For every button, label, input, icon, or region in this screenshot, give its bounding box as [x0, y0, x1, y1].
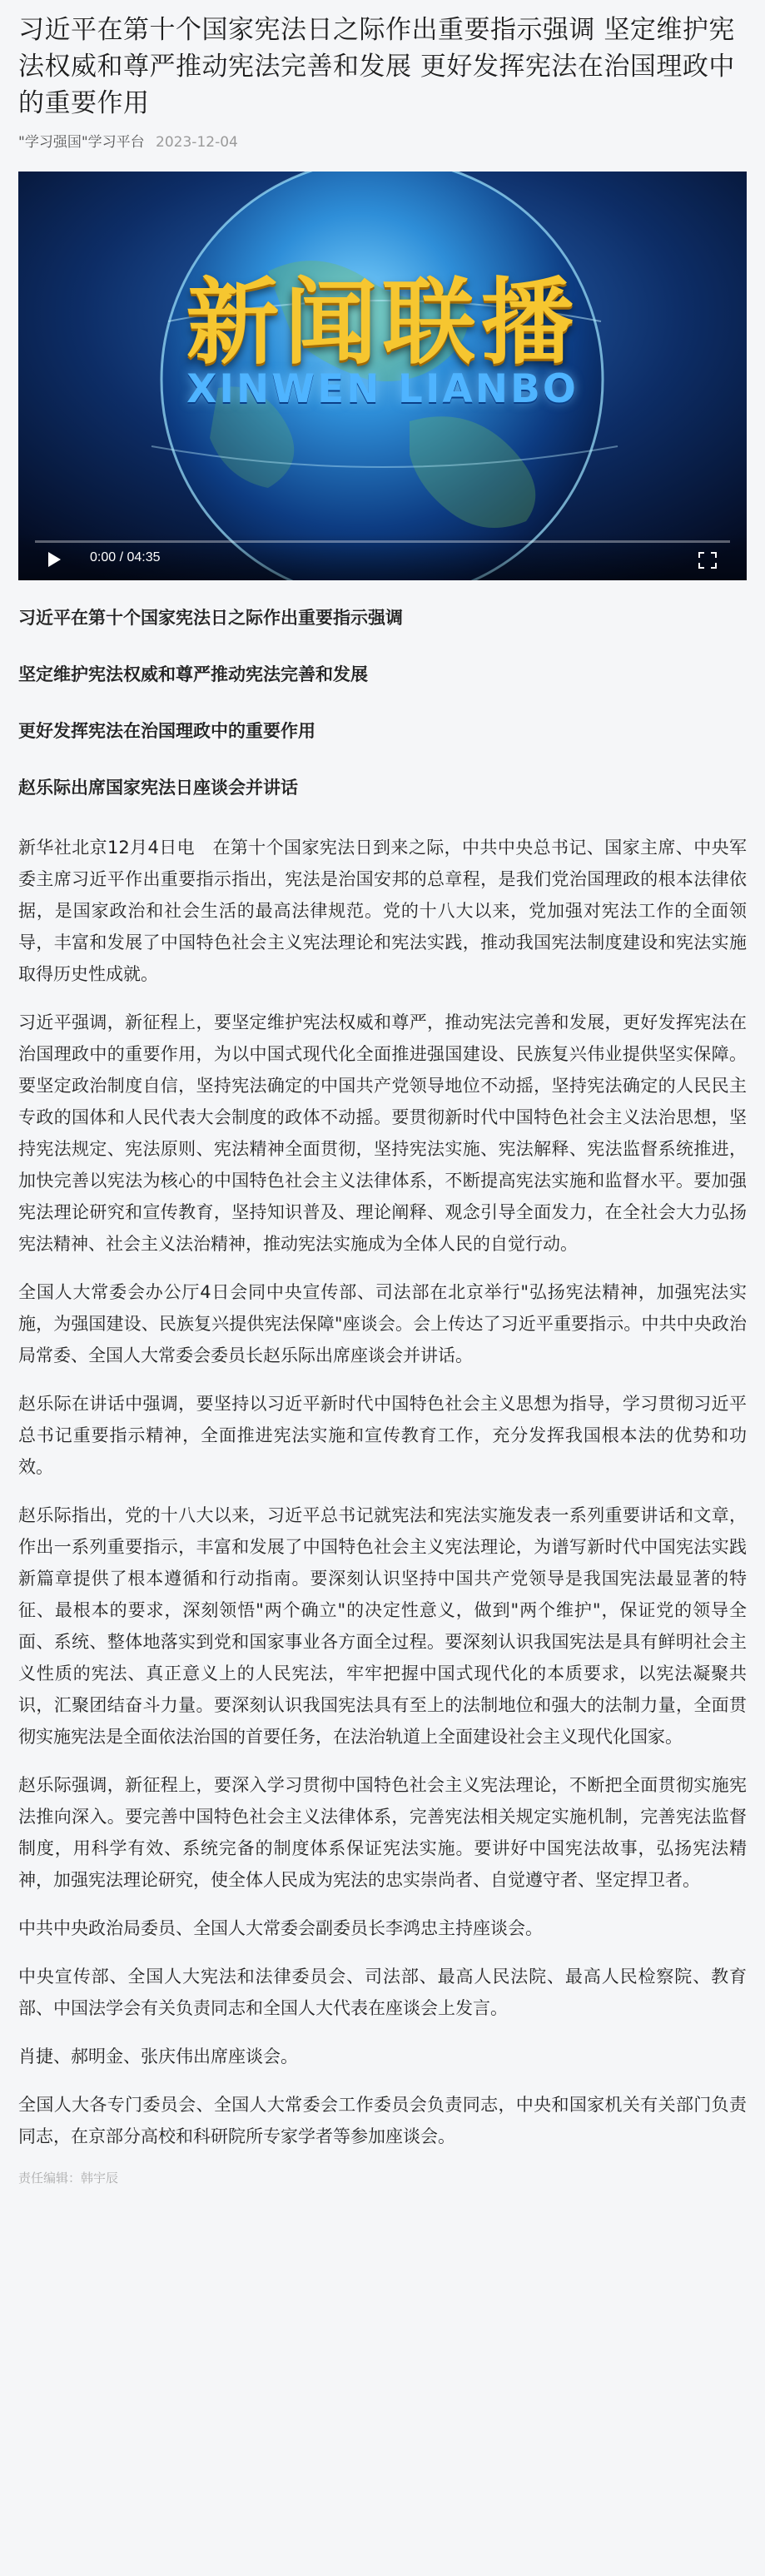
paragraph: 赵乐际在讲话中强调，要坚持以习近平新时代中国特色社会主义思想为指导，学习贯彻习近平总书记重要指示精神，全面推进宪法实施和宣传教育工作，充分发挥我国根本法的优势和功效。 — [18, 1394, 747, 1477]
play-icon[interactable] — [48, 552, 61, 567]
video-logo-title: 新闻联播 — [186, 268, 579, 377]
article-title: 习近平在第十个国家宪法日之际作出重要指示强调 坚定维护宪法权威和尊严推动宪法完善和发展 更好发挥宪法在治国理政中的重要作用 — [18, 15, 735, 118]
article-meta — [18, 132, 747, 153]
headline-4: 赵乐际出席国家宪法日座谈会并讲话 — [18, 778, 298, 798]
paragraph: 中共中央政治局委员、全国人大常委会副委员长李鸿忠主持座谈会。 — [18, 1918, 543, 1938]
video-controls — [18, 534, 747, 580]
paragraph: 全国人大各专门委员会、全国人大常委会工作委员会负责同志，中央和国家机关有关部门负责同志，在京部分高校和科研院所专家学者等参加座谈会。 — [18, 2095, 747, 2146]
article-source: "学习强国"学习平台 — [18, 134, 145, 151]
paragraph: 习近平强调，新征程上，要坚定维护宪法权威和尊严，推动宪法完善和发展，更好发挥宪法在治国理政中的重要作用，为以中国式现代化全面推进强国建设、民族复兴伟业提供坚实保障。要坚定政治制度自信，坚持宪法确定的中国共产党领导地位不动摇，坚持宪法确定的人民民主专政的国体和人民代表大会制度的政体不动摇。要贯彻新时代中国特色社会主义法治思想，坚持宪法规定、宪法原则、宪法精神全面贯彻，坚持宪法实施、宪法解释、宪法监督系统推进，加快完善以宪法为核心的中国特色社会主义法律体系，不断提高宪法实施和监督水平。要加强宪法理论研究和宣传教育，坚持知识普及、理论阐释、观念引导全面发力，在全社会大力弘扬宪法精神、社会主义法治精神，推动宪法实施成为全体人民的自觉行动。 — [18, 1012, 747, 1254]
article-body — [18, 605, 747, 2186]
article-date: 2023-12-04 — [156, 134, 238, 151]
video-logo-subtitle: XINWEN LIANBO — [186, 366, 579, 412]
fullscreen-icon[interactable] — [698, 552, 717, 569]
paragraph: 中央宣传部、全国人大宪法和法律委员会、司法部、最高人民法院、最高人民检察院、教育部、中国法学会有关负责同志和全国人大代表在座谈会上发言。 — [18, 1967, 747, 2018]
paragraph: 全国人大常委会办公厅4日会同中央宣传部、司法部在北京举行"弘扬宪法精神，加强宪法实施，为强国建设、民族复兴提供宪法保障"座谈会。会上传达了习近平重要指示。中共中央政治局常委、全国人大常委会委员长赵乐际出席座谈会并讲话。 — [18, 1282, 747, 1365]
video-time: 0:00 / 04:35 — [90, 550, 161, 564]
video-progress-bar[interactable] — [35, 540, 730, 543]
video-player[interactable] — [18, 172, 747, 580]
paragraph: 肖捷、郝明金、张庆伟出席座谈会。 — [18, 2046, 298, 2066]
paragraph: 新华社北京12月4日电 在第十个国家宪法日到来之际，中共中央总书记、国家主席、中央军委主席习近平作出重要指示指出，宪法是治国安邦的总章程，是我们党治国理政的根本法律依据，是国家政治和社会生活的最高法律规范。党的十八大以来，党加强对宪法工作的全面领导，丰富和发展了中国特色社会主义宪法理论和宪法实践，推动我国宪法制度建设和宪法实施取得历史性成就。 — [18, 838, 747, 984]
headline-3: 更好发挥宪法在治国理政中的重要作用 — [18, 721, 315, 741]
paragraph: 赵乐际指出，党的十八大以来，习近平总书记就宪法和宪法实施发表一系列重要讲话和文章，作出一系列重要指示，丰富和发展了中国特色社会主义宪法理论，为谱写新时代中国宪法实践新篇章提供了根本遵循和行动指南。要深刻认识坚持中国共产党领导是我国宪法最显著的特征、最根本的要求，深刻领悟"两个确立"的决定性意义，做到"两个维护"，保证党的领导全面、系统、整体地落实到党和国家事业各方面全过程。要深刻认识我国宪法是具有鲜明社会主义性质的宪法、真正意义上的人民宪法，牢牢把握中国式现代化的本质要求，以宪法凝聚共识，汇聚团结奋斗力量。要深刻认识我国宪法具有至上的法制地位和强大的法制力量，全面贯彻实施宪法是全面依法治国的首要任务，在法治轨道上全面建设社会主义现代化国家。 — [18, 1505, 747, 1747]
headline-2: 坚定维护宪法权威和尊严推动宪法完善和发展 — [18, 664, 368, 684]
responsible-editor: 责任编辑：韩宇辰 — [18, 2171, 119, 2186]
paragraph: 赵乐际强调，新征程上，要深入学习贯彻中国特色社会主义宪法理论，不断把全面贯彻实施宪法推向深入。要完善中国特色社会主义法律体系，完善宪法相关规定实施机制，完善宪法监督制度，用科学有效、系统完备的制度体系保证宪法实施。要讲好中国宪法故事，弘扬宪法精神，加强宪法理论研究，使全体人民成为宪法的忠实崇尚者、自觉遵守者、坚定捍卫者。 — [18, 1775, 747, 1890]
headline-1: 习近平在第十个国家宪法日之际作出重要指示强调 — [18, 608, 403, 628]
